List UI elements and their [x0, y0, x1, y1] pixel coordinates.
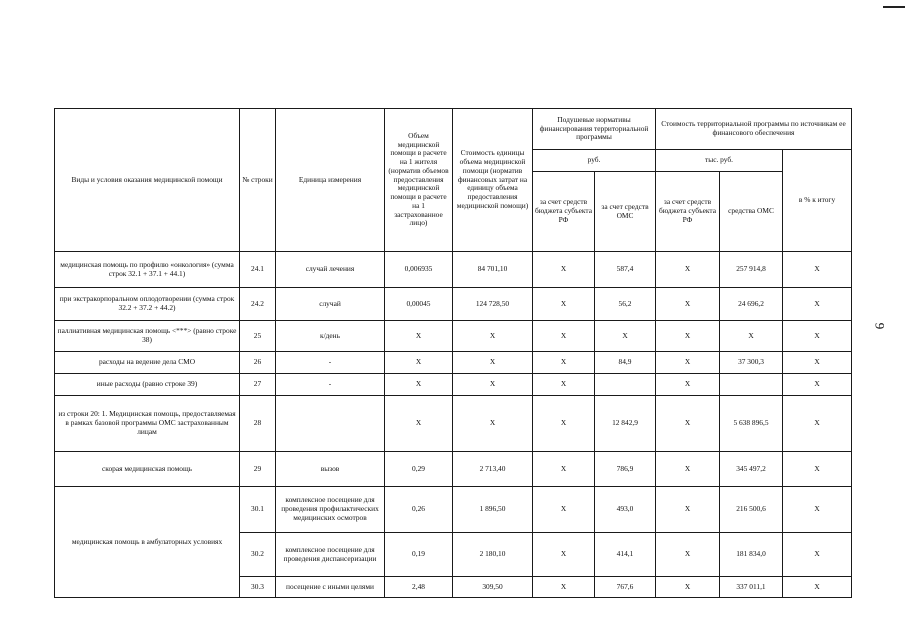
row-cost-budget: Х: [656, 252, 720, 288]
row-volume: Х: [385, 374, 453, 396]
header-unit-thousand-rub: тыс. руб.: [656, 150, 783, 172]
header-percent: в % к итогу: [783, 150, 852, 252]
row-percapita-oms: 767,6: [595, 577, 656, 598]
row-percent: Х: [783, 487, 852, 533]
row-unit: комплексное посещение для проведения диспансеризации: [276, 533, 385, 577]
row-number: 27: [240, 374, 276, 396]
row-percent: Х: [783, 452, 852, 487]
outpatient-name: медицинская помощь в амбулаторных условиях: [55, 487, 240, 598]
row-percent: Х: [783, 533, 852, 577]
header-cost-oms: средства ОМС: [720, 172, 783, 252]
row-percent: Х: [783, 577, 852, 598]
header-percapita-budget: за счет средств бюджета субъекта РФ: [533, 172, 595, 252]
row-percapita-oms: 56,2: [595, 288, 656, 321]
row-cost-oms: 24 696,2: [720, 288, 783, 321]
table-row: [55, 487, 852, 533]
row-name: из строки 20: 1. Медицинская помощь, предоставляемая в рамках базовой программы ОМС застрахованным лицам: [55, 396, 240, 452]
row-name: при экстракорпоральном оплодотворении (сумма строк 32.2 + 37.2 + 44.2): [55, 288, 240, 321]
row-number: 29: [240, 452, 276, 487]
row-unit: комплексное посещение для проведения профилактических медицинских осмотров: [276, 487, 385, 533]
row-cost: Х: [453, 352, 533, 374]
row-number: 25: [240, 321, 276, 352]
row-number: 30.3: [240, 577, 276, 598]
row-cost: Х: [453, 374, 533, 396]
table-row: [55, 252, 852, 288]
table-row: [55, 352, 852, 374]
row-cost-budget: Х: [656, 396, 720, 452]
row-cost: Х: [453, 396, 533, 452]
table-row: [55, 396, 852, 452]
row-percapita-budget: Х: [533, 452, 595, 487]
row-unit: случай: [276, 288, 385, 321]
row-percapita-oms: Х: [595, 321, 656, 352]
header-cost-budget: за счет средств бюджета субъекта РФ: [656, 172, 720, 252]
row-cost: 2 713,40: [453, 452, 533, 487]
row-number: 30.2: [240, 533, 276, 577]
row-percapita-oms: 12 842,9: [595, 396, 656, 452]
row-name: медицинская помощь по профилю «онкология» (сумма строк 32.1 + 37.1 + 44.1): [55, 252, 240, 288]
row-percent: Х: [783, 321, 852, 352]
row-cost-oms: 37 300,3: [720, 352, 783, 374]
row-cost-budget: Х: [656, 321, 720, 352]
row-percent: Х: [783, 352, 852, 374]
row-name: расходы на ведение дела СМО: [55, 352, 240, 374]
row-percent: Х: [783, 252, 852, 288]
row-cost-oms: 345 497,2: [720, 452, 783, 487]
row-percapita-budget: Х: [533, 288, 595, 321]
row-percapita-oms: 587,4: [595, 252, 656, 288]
row-percapita-budget: Х: [533, 374, 595, 396]
table-row: [55, 321, 852, 352]
row-percapita-oms: [595, 374, 656, 396]
row-cost-oms: 5 638 896,5: [720, 396, 783, 452]
row-unit: посещение с иными целями: [276, 577, 385, 598]
row-percapita-oms: 493,0: [595, 487, 656, 533]
row-percapita-budget: Х: [533, 577, 595, 598]
table-row: [55, 288, 852, 321]
table-row: [55, 374, 852, 396]
row-volume: Х: [385, 396, 453, 452]
row-percapita-budget: Х: [533, 396, 595, 452]
row-cost: 2 180,10: [453, 533, 533, 577]
row-cost-budget: Х: [656, 374, 720, 396]
row-cost: Х: [453, 321, 533, 352]
row-cost-budget: Х: [656, 452, 720, 487]
row-cost-oms: 337 011,1: [720, 577, 783, 598]
row-percapita-budget: Х: [533, 352, 595, 374]
row-percapita-oms: 786,9: [595, 452, 656, 487]
row-cost-oms: 216 500,6: [720, 487, 783, 533]
row-unit: к/день: [276, 321, 385, 352]
header-cost: Стоимость единицы объема медицинской помощи (норматив финансовых затрат на единицу объема предоставления медицинской помощи): [453, 109, 533, 252]
table-row: [55, 452, 852, 487]
header-percapita-oms: за счет средств ОМС: [595, 172, 656, 252]
row-cost-budget: Х: [656, 577, 720, 598]
row-percapita-oms: 414,1: [595, 533, 656, 577]
header-unit-rub: руб.: [533, 150, 656, 172]
financing-table: [54, 108, 852, 598]
row-name: скорая медицинская помощь: [55, 452, 240, 487]
row-percapita-budget: Х: [533, 252, 595, 288]
header-program-cost-group: Стоимость территориальной программы по источникам ее финансового обеспечения: [656, 109, 852, 150]
row-volume: Х: [385, 321, 453, 352]
row-volume: 0,19: [385, 533, 453, 577]
row-volume: 0,00045: [385, 288, 453, 321]
corner-mark: [883, 6, 905, 8]
row-number: 26: [240, 352, 276, 374]
row-cost-budget: Х: [656, 288, 720, 321]
header-unit: Единица измерения: [276, 109, 385, 252]
row-number: 24.2: [240, 288, 276, 321]
row-percent: Х: [783, 288, 852, 321]
row-unit: случай лечения: [276, 252, 385, 288]
row-cost-oms: Х: [720, 321, 783, 352]
row-cost: 124 728,50: [453, 288, 533, 321]
row-percapita-budget: Х: [533, 533, 595, 577]
row-cost-budget: Х: [656, 352, 720, 374]
row-cost-oms: [720, 374, 783, 396]
row-cost-budget: Х: [656, 487, 720, 533]
row-unit: вызов: [276, 452, 385, 487]
row-number: 24.1: [240, 252, 276, 288]
row-cost: 309,50: [453, 577, 533, 598]
row-unit: -: [276, 352, 385, 374]
row-percent: Х: [783, 374, 852, 396]
header-volume: Объем медицинской помощи в расчете на 1 жителя (норматив объемов предоставления медицинской помощи в расчете на 1 застрахованное лицо): [385, 109, 453, 252]
row-volume: Х: [385, 352, 453, 374]
row-unit: [276, 396, 385, 452]
header-percapita-group: Подушевые нормативы финансирования территориальной программы: [533, 109, 656, 150]
row-volume: 0,26: [385, 487, 453, 533]
row-number: 28: [240, 396, 276, 452]
row-number: 30.1: [240, 487, 276, 533]
row-percapita-oms: 84,9: [595, 352, 656, 374]
row-cost-budget: Х: [656, 533, 720, 577]
row-unit: -: [276, 374, 385, 396]
row-name: иные расходы (равно строке 39): [55, 374, 240, 396]
page-number: 9: [872, 322, 888, 330]
header-types: Виды и условия оказания медицинской помощи: [55, 109, 240, 252]
row-volume: 0,29: [385, 452, 453, 487]
row-cost-oms: 257 914,8: [720, 252, 783, 288]
row-cost: 1 896,50: [453, 487, 533, 533]
row-volume: 2,48: [385, 577, 453, 598]
header-row-number: № строки: [240, 109, 276, 252]
header-row-1: [55, 109, 852, 150]
row-percapita-budget: Х: [533, 487, 595, 533]
row-cost-oms: 181 834,0: [720, 533, 783, 577]
row-name: паллиативная медицинская помощь <***> (равно строке 38): [55, 321, 240, 352]
row-volume: 0,006935: [385, 252, 453, 288]
row-percent: Х: [783, 396, 852, 452]
row-cost: 84 701,10: [453, 252, 533, 288]
row-percapita-budget: Х: [533, 321, 595, 352]
